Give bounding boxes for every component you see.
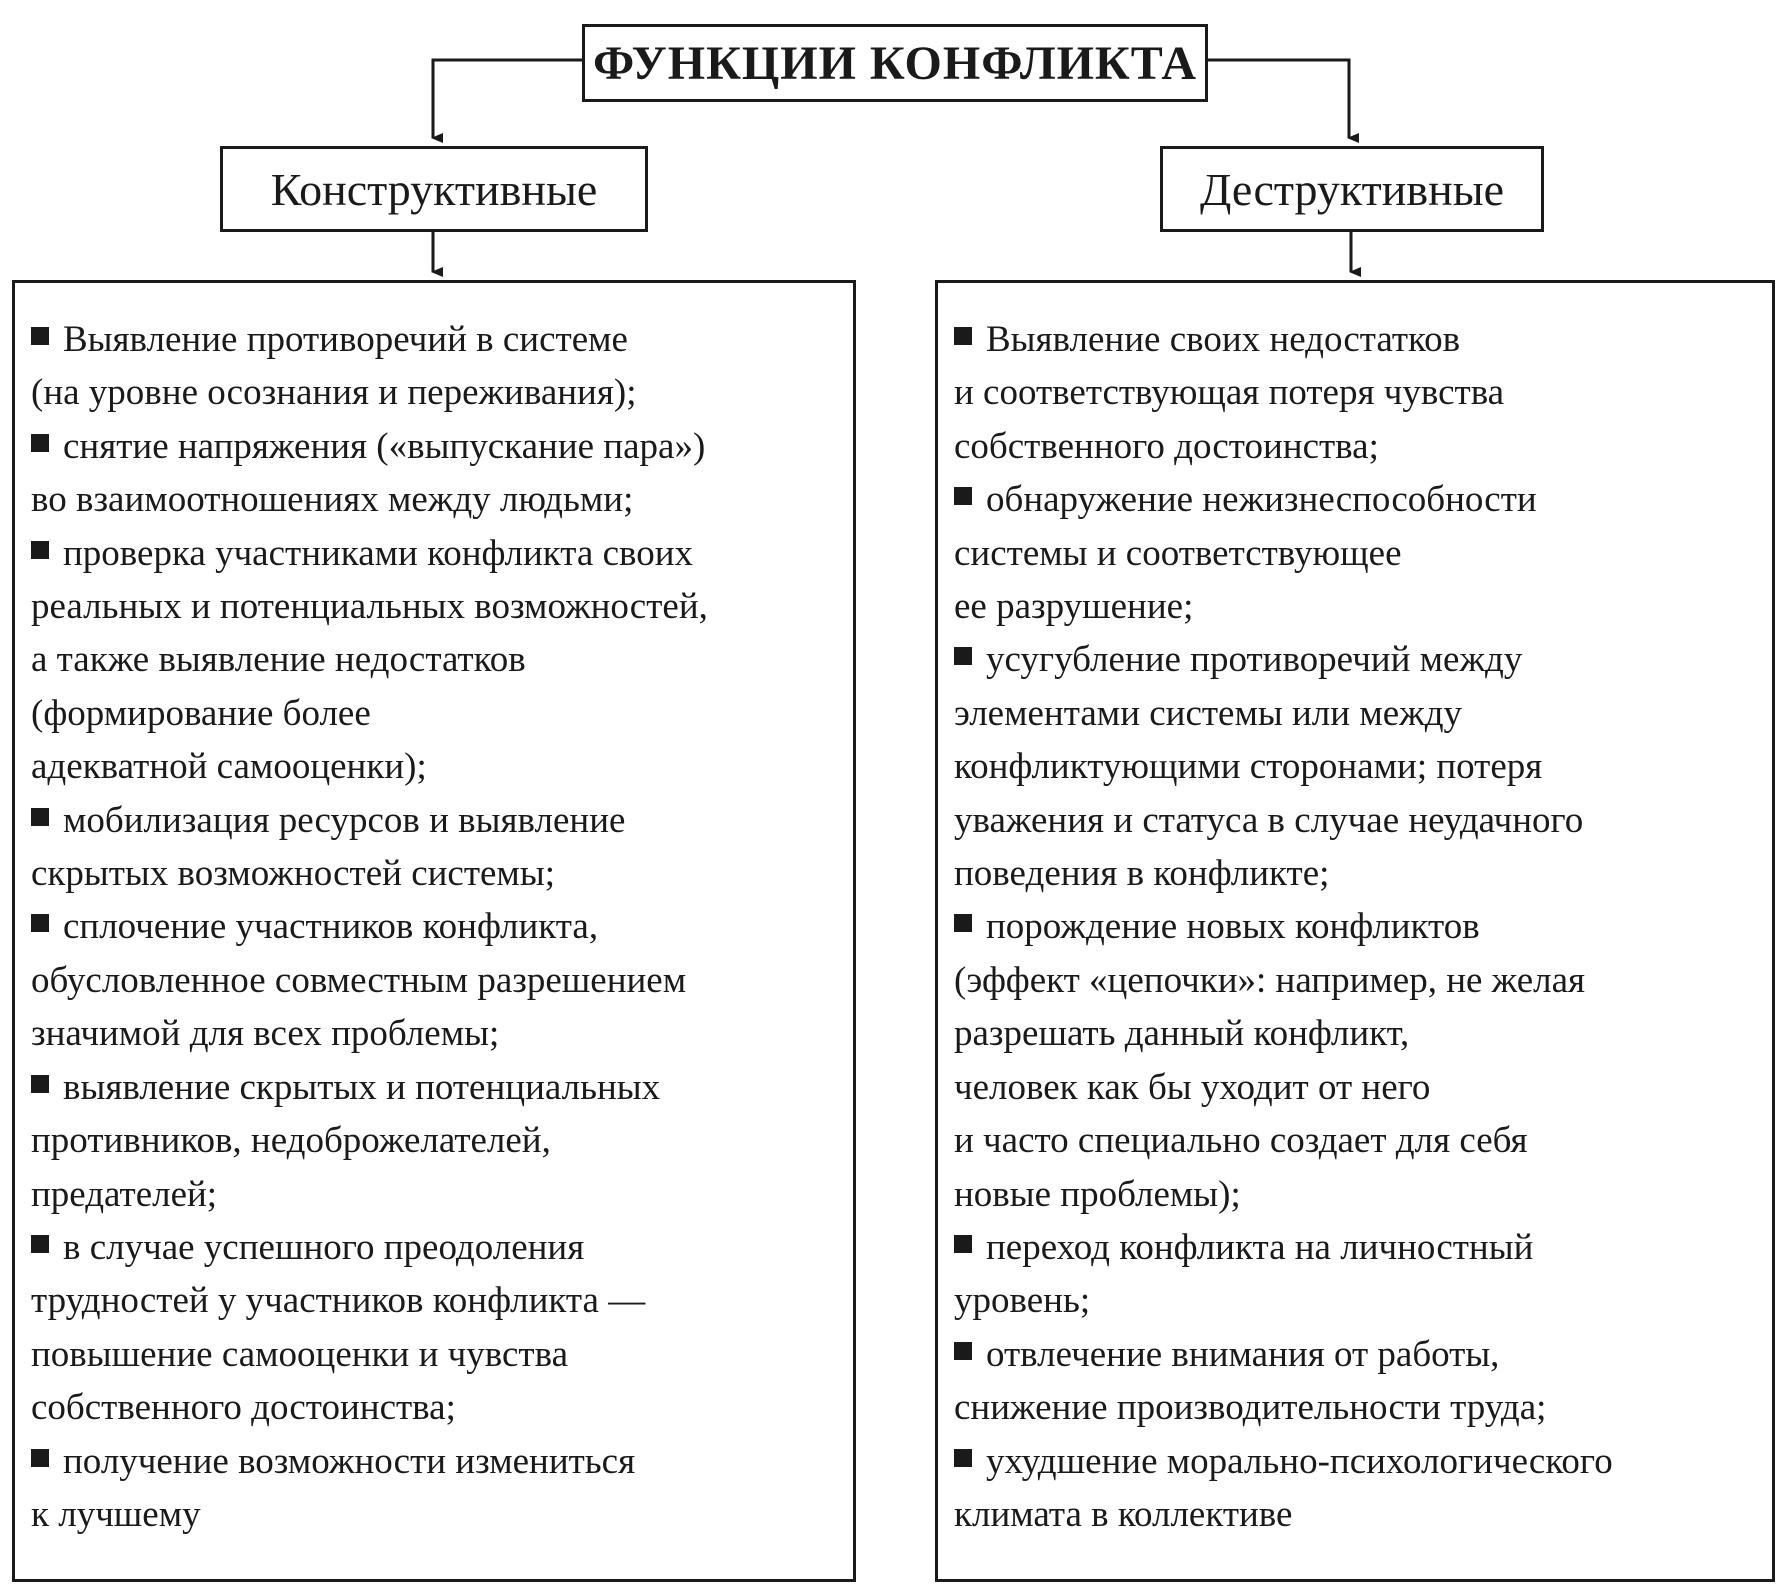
list-item-line (31, 1168, 853, 1221)
list-item (31, 313, 853, 420)
list-item-line (954, 1488, 1772, 1541)
list-item-line (31, 1061, 853, 1114)
list-item-line (31, 580, 853, 633)
square-bullet-icon (954, 647, 972, 665)
list-item-text: усугубление противоречий между (986, 639, 1523, 681)
square-bullet-icon (31, 327, 49, 345)
list-item-text: (эффект «цепочки»: например, не желая (954, 959, 1586, 1001)
arrow-title-to-constructive (433, 60, 582, 138)
arrow-title-to-destructive (1208, 60, 1349, 138)
list-item (954, 1435, 1772, 1542)
list-item-text: переход конфликта на личностный (986, 1226, 1534, 1268)
square-bullet-icon (31, 1235, 49, 1253)
list-item-text: и соответствующая потеря чувства (954, 372, 1505, 414)
list-item-line (954, 473, 1772, 526)
destructive-heading: Деструктивные (1160, 146, 1544, 232)
list-item-line (954, 633, 1772, 686)
list-item-line (954, 1007, 1772, 1060)
list-item (31, 900, 853, 1060)
list-item-line (954, 954, 1772, 1007)
list-item-text: снижение производительности труда; (954, 1387, 1547, 1429)
list-item-line (954, 794, 1772, 847)
list-item-text: к лучшему (31, 1493, 201, 1535)
list-item-line (954, 366, 1772, 419)
list-item-line (31, 1007, 853, 1060)
list-item (31, 1435, 853, 1542)
list-item (31, 420, 853, 527)
list-item-line (31, 794, 853, 847)
list-item-text: трудностей у участников конфликта — (31, 1280, 646, 1322)
list-item-line (31, 687, 853, 740)
list-item-text: собственного достоинства; (31, 1387, 456, 1429)
list-item-line (954, 1274, 1772, 1327)
square-bullet-icon (31, 1449, 49, 1467)
list-item-line (954, 527, 1772, 580)
list-item-text: и часто специально создает для себя (954, 1120, 1528, 1162)
list-item-text: адекватной самооценки); (31, 746, 427, 788)
square-bullet-icon (31, 914, 49, 932)
list-item-line (31, 313, 853, 366)
list-item (954, 313, 1772, 473)
square-bullet-icon (954, 487, 972, 505)
list-item-line (954, 1168, 1772, 1221)
list-item (954, 900, 1772, 1220)
square-bullet-icon (954, 914, 972, 932)
list-item-line (31, 740, 853, 793)
list-item-text: элементами системы или между (954, 692, 1463, 734)
constructive-functions-list (12, 280, 856, 1582)
list-item-text: Выявление своих недостатков (986, 319, 1461, 360)
list-item-text: выявление скрытых и потенциальных (63, 1066, 661, 1108)
list-item-text: снятие напряжения («выпускание пара») (63, 425, 706, 467)
square-bullet-icon (954, 1235, 972, 1253)
list-item-line (954, 1328, 1772, 1381)
diagram-title: ФУНКЦИИ КОНФЛИКТА (582, 24, 1208, 102)
list-item-text: проверка участниками конфликта своих (63, 532, 694, 574)
list-item (954, 633, 1772, 900)
list-item-line (31, 1381, 853, 1434)
list-item-line (31, 527, 853, 580)
list-item-line (954, 1114, 1772, 1167)
list-item-text: порождение новых конфликтов (986, 906, 1480, 948)
list-item-line (31, 473, 853, 526)
list-item-text: уровень; (954, 1280, 1091, 1322)
list-item-text: (формирование более (31, 692, 371, 734)
list-item-line (31, 1488, 853, 1541)
list-item-text: обнаружение нежизнеспособности (986, 479, 1537, 521)
list-item-text: во взаимоотношениях между людьми; (31, 479, 634, 521)
list-item-line (954, 900, 1772, 953)
list-item-line (31, 847, 853, 900)
list-item-text: климата в коллективе (954, 1493, 1293, 1535)
square-bullet-icon (31, 1075, 49, 1093)
list-item-text: сплочение участников конфликта, (63, 906, 599, 948)
list-item-text: конфликтующими сторонами; потеря (954, 746, 1543, 788)
list-item-text: системы и соответствующее (954, 532, 1402, 574)
list-item-line (954, 740, 1772, 793)
list-item (31, 527, 853, 794)
list-item-text: собственного достоинства; (954, 425, 1379, 467)
list-item-line (31, 366, 853, 419)
list-item-text: новые проблемы); (954, 1173, 1241, 1215)
list-item-line (31, 1274, 853, 1327)
list-item-text: ухудшение морально-психологического (986, 1440, 1613, 1482)
list-item-line (954, 580, 1772, 633)
list-item-line (954, 687, 1772, 740)
list-item-text: предателей; (31, 1173, 218, 1215)
list-item-line (954, 847, 1772, 900)
list-item-text: реальных и потенциальных возможностей, (31, 586, 708, 628)
list-item-line (31, 1435, 853, 1488)
list-item-text: скрытых возможностей системы; (31, 853, 555, 895)
square-bullet-icon (954, 327, 972, 345)
list-item (954, 473, 1772, 633)
list-item-text: а также выявление недостатков (31, 639, 526, 681)
destructive-functions-list (935, 280, 1775, 1582)
list-item-text: отвлечение внимания от работы, (986, 1333, 1500, 1375)
list-item-text: обусловленное совместным разрешением (31, 959, 687, 1001)
list-item-line (31, 420, 853, 473)
list-item-text: мобилизация ресурсов и выявление (63, 799, 626, 841)
square-bullet-icon (954, 1342, 972, 1360)
constructive-heading: Конструктивные (220, 146, 648, 232)
list-item-line (31, 1114, 853, 1167)
list-item-text: уважения и статуса в случае неудачного (954, 799, 1584, 841)
list-item (31, 1061, 853, 1221)
list-item-text: Выявление противоречий в системе (63, 319, 628, 360)
list-item-text: противников, недоброжелателей, (31, 1120, 551, 1162)
list-item-line (31, 633, 853, 686)
list-item-text: значимой для всех проблемы; (31, 1013, 500, 1055)
list-item-line (954, 1381, 1772, 1434)
list-item-line (954, 313, 1772, 366)
square-bullet-icon (31, 434, 49, 452)
list-item-line (31, 900, 853, 953)
list-item-line (31, 954, 853, 1007)
list-item (31, 1221, 853, 1435)
list-item-text: (на уровне осознания и переживания); (31, 372, 637, 414)
list-item-text: человек как бы уходит от него (954, 1066, 1431, 1108)
list-item-text: повышение самооценки и чувства (31, 1333, 568, 1375)
list-item (954, 1328, 1772, 1435)
list-item-line (954, 1061, 1772, 1114)
list-item-text: в случае успешного преодоления (63, 1226, 585, 1268)
list-item-line (954, 1435, 1772, 1488)
list-item-line (31, 1221, 853, 1274)
list-item-line (31, 1328, 853, 1381)
square-bullet-icon (31, 541, 49, 559)
list-item-text: ее разрушение; (954, 586, 1194, 628)
list-item-line (954, 1221, 1772, 1274)
list-item-text: получение возможности измениться (63, 1440, 636, 1482)
square-bullet-icon (954, 1449, 972, 1467)
square-bullet-icon (31, 808, 49, 826)
list-item (954, 1221, 1772, 1328)
list-item-text: разрешать данный конфликт, (954, 1013, 1410, 1055)
list-item-line (954, 420, 1772, 473)
list-item (31, 794, 853, 901)
list-item-text: поведения в конфликте; (954, 853, 1330, 895)
